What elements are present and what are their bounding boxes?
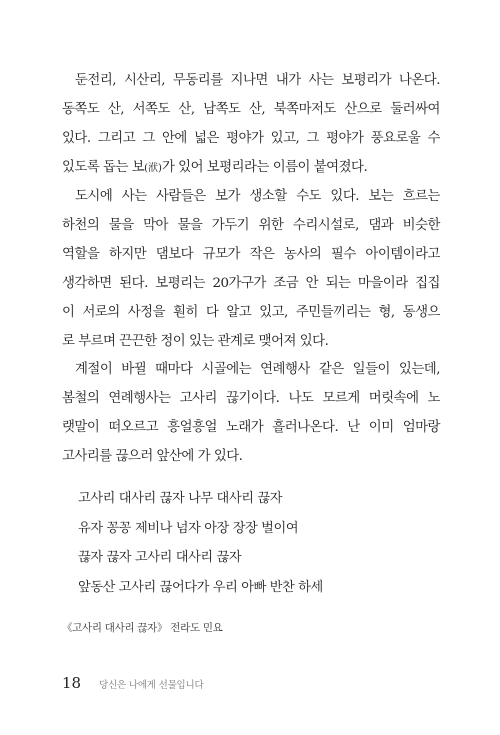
paragraph-line: 있다. 그리고 그 안에 넓은 평야가 있고, 그 평야가 풍요로울 수 [62,131,440,146]
running-book-title: 당신은 나에게 선물입니다 [99,680,204,691]
line-text: 있도록 돕는 보 [62,160,145,175]
paragraph-line: 둔전리, 시산리, 무동리를 지나면 내가 사는 보평리가 나온다. [75,73,440,88]
paragraph-spring-event [62,355,440,471]
paragraph-line [62,153,440,183]
page-footer [62,674,203,692]
paragraph-line: 봄철의 연례행사는 고사리 끊기이다. 나도 모르게 머릿속에 노 [62,391,440,406]
paragraph-line: 역할을 하지만 댐보다 규모가 작은 농사의 필수 아이템이라고 [62,247,440,262]
page-number: 18 [62,674,82,692]
paragraph-line: 이 서로의 사정을 훤히 다 알고 있고, 주민들끼리는 형, 동생으 [62,305,440,320]
song-line: 앞동산 고사리 끊어다가 우리 아빠 반찬 하세 [78,579,323,595]
song-line: 유자 꽁꽁 제비나 넘자 아장 장장 벌이여 [78,520,299,536]
paragraph-line: 도시에 사는 사람들은 보가 생소할 수도 있다. 보는 흐르는 [75,189,440,204]
paragraph-line: 고사리를 끊으러 앞산에 가 있다. [62,449,243,464]
song-source-citation: 《고사리 대사리 끊자》 전라도 민요 [62,622,223,634]
hanja-annotation: (洑) [144,163,162,174]
paragraph-line: 하천의 물을 막아 물을 가두기 위한 수리시설로, 댐과 비슷한 [62,218,440,233]
folk-song-lyrics [78,484,323,602]
paragraph-line: 생각하면 된다. 보평리는 20가구가 조금 안 되는 마을이라 집집 [62,276,440,291]
song-line: 끊자 끊자 고사리 대사리 끊자 [78,550,242,565]
song-line: 고사리 대사리 끊자 나무 대사리 끊자 [78,491,283,506]
paragraph-line: 동쪽도 산, 서쪽도 산, 남쪽도 산, 북쪽마저도 산으로 둘러싸여 [62,102,440,117]
line-text: 가 있어 보평리라는 이름이 붙여졌다. [161,160,368,175]
paragraph-boryeong-village [62,66,440,183]
paragraph-line: 로 부르며 끈끈한 정이 있는 관계로 맺어져 있다. [62,334,329,349]
paragraph-line: 계절이 바뀔 때마다 시골에는 연례행사 같은 일들이 있는데, [75,362,440,377]
paragraph-bo-explanation [62,182,440,356]
paragraph-line: 랫말이 떠오르고 흥얼흥얼 노래가 흘러나온다. 난 이미 엄마랑 [62,420,440,435]
